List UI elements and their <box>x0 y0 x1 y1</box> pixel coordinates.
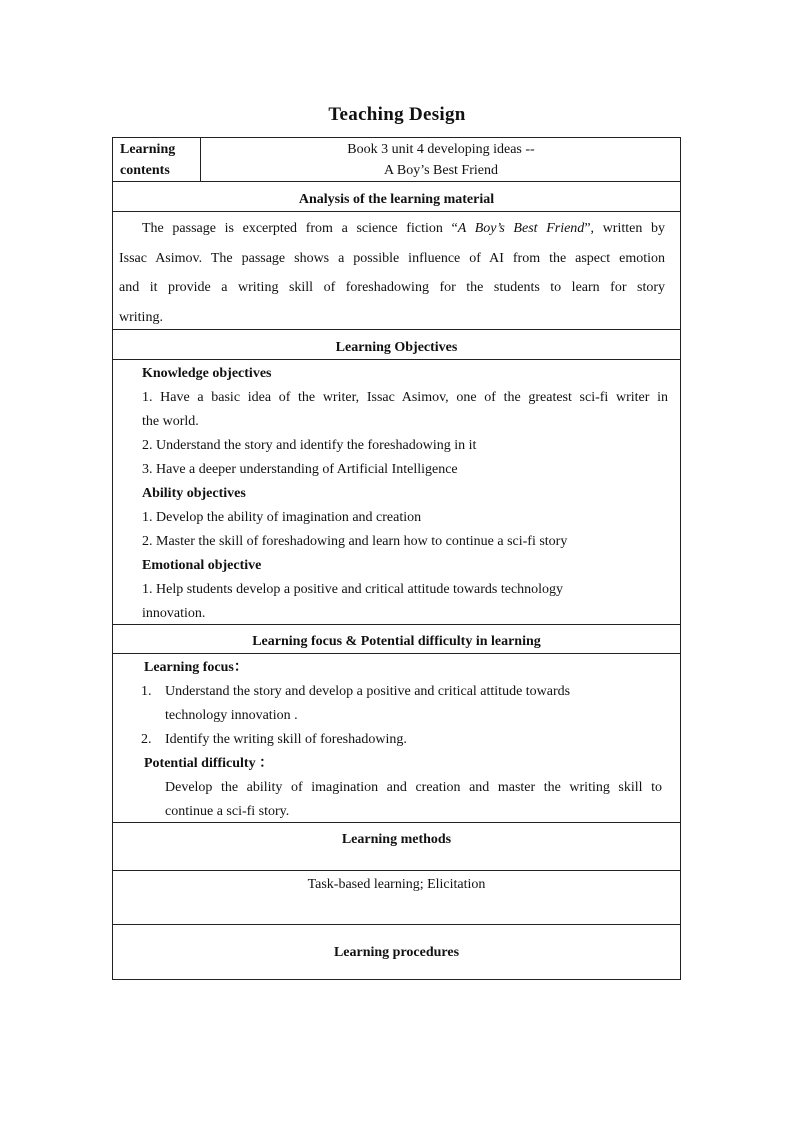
row-divider <box>113 624 680 625</box>
contents-value-line2: A Boy’s Best Friend <box>384 163 498 178</box>
focus-heading: Learning focus & Potential difficulty in learning <box>252 634 541 649</box>
knowledge-item-3: 3. Have a deeper understanding of Artificial Intelligence <box>142 462 458 477</box>
story-title: A Boy’s Best Friend <box>457 221 585 236</box>
row-divider <box>113 653 680 654</box>
ability-item-2: 2. Master the skill of foreshadowing and learn how to continue a sci-fi story <box>142 534 568 549</box>
focus-item-1-number: 1. <box>141 684 152 699</box>
emotional-heading: Emotional objective <box>142 558 262 573</box>
ability-item-1: 1. Develop the ability of imagination and creation <box>142 510 422 525</box>
contents-label-line2: contents <box>120 163 170 178</box>
focus-label: Learning focus： <box>144 660 248 675</box>
row-divider <box>113 359 680 360</box>
difficulty-line-1: Develop the ability of imagination and creation and master the writing skill to <box>165 780 662 795</box>
focus-item-2: 2. Identify the writing skill of foreshadowing. <box>113 728 680 752</box>
difficulty-label: Potential difficulty ： <box>144 756 274 771</box>
knowledge-heading: Knowledge objectives <box>142 366 272 381</box>
row-divider <box>113 329 680 330</box>
page-title: Teaching Design <box>328 104 466 125</box>
knowledge-item-2: 2. Understand the story and identify the foreshadowing in it <box>142 438 477 453</box>
knowledge-item-1: 1. Have a basic idea of the writer, Issac Asimov, one of the greatest sci-fi writer in <box>142 390 668 405</box>
analysis-paragraph <box>119 214 665 332</box>
contents-label-line1: Learning <box>120 142 176 157</box>
objectives-list <box>142 362 668 626</box>
contents-value-line1: Book 3 unit 4 developing ideas -- <box>347 142 535 157</box>
analysis-line-4: writing. <box>119 309 163 325</box>
focus-item-1: 1. Understand the story and develop a positive and critical attitude towards <box>113 680 680 704</box>
row-divider <box>113 181 680 182</box>
ability-heading: Ability objectives <box>142 486 246 501</box>
procedures-heading: Learning procedures <box>333 945 460 960</box>
emotional-item-1: 1. Help students develop a positive and critical attitude towards technology <box>142 582 564 597</box>
analysis-heading: Analysis of the learning material <box>298 192 495 207</box>
objectives-heading: Learning Objectives <box>335 340 458 355</box>
analysis-line-2: Issac Asimov. The passage shows a possible influence of AI from the aspect emotion <box>119 250 665 266</box>
analysis-line-3: and it provide a writing skill of foreshadowing for the students to learn for story <box>119 280 665 296</box>
difficulty-line-2: continue a sci-fi story. <box>165 804 290 819</box>
row-divider <box>113 211 680 212</box>
focus-list <box>113 656 680 824</box>
row-divider <box>113 924 680 925</box>
methods-value: Task-based learning; Elicitation <box>307 877 486 892</box>
focus-item-1-cont: technology innovation . <box>165 708 298 723</box>
row-divider <box>113 870 680 871</box>
emotional-item-1-cont: innovation. <box>142 606 206 621</box>
focus-item-2-number: 2. <box>141 732 152 747</box>
methods-heading: Learning methods <box>341 832 452 847</box>
design-table <box>112 137 681 980</box>
analysis-line-1: The passage is excerpted from a science fiction “A Boy’s Best Friend”, written by <box>142 221 666 236</box>
knowledge-item-1-cont: the world. <box>142 414 199 429</box>
row-divider <box>113 822 680 823</box>
